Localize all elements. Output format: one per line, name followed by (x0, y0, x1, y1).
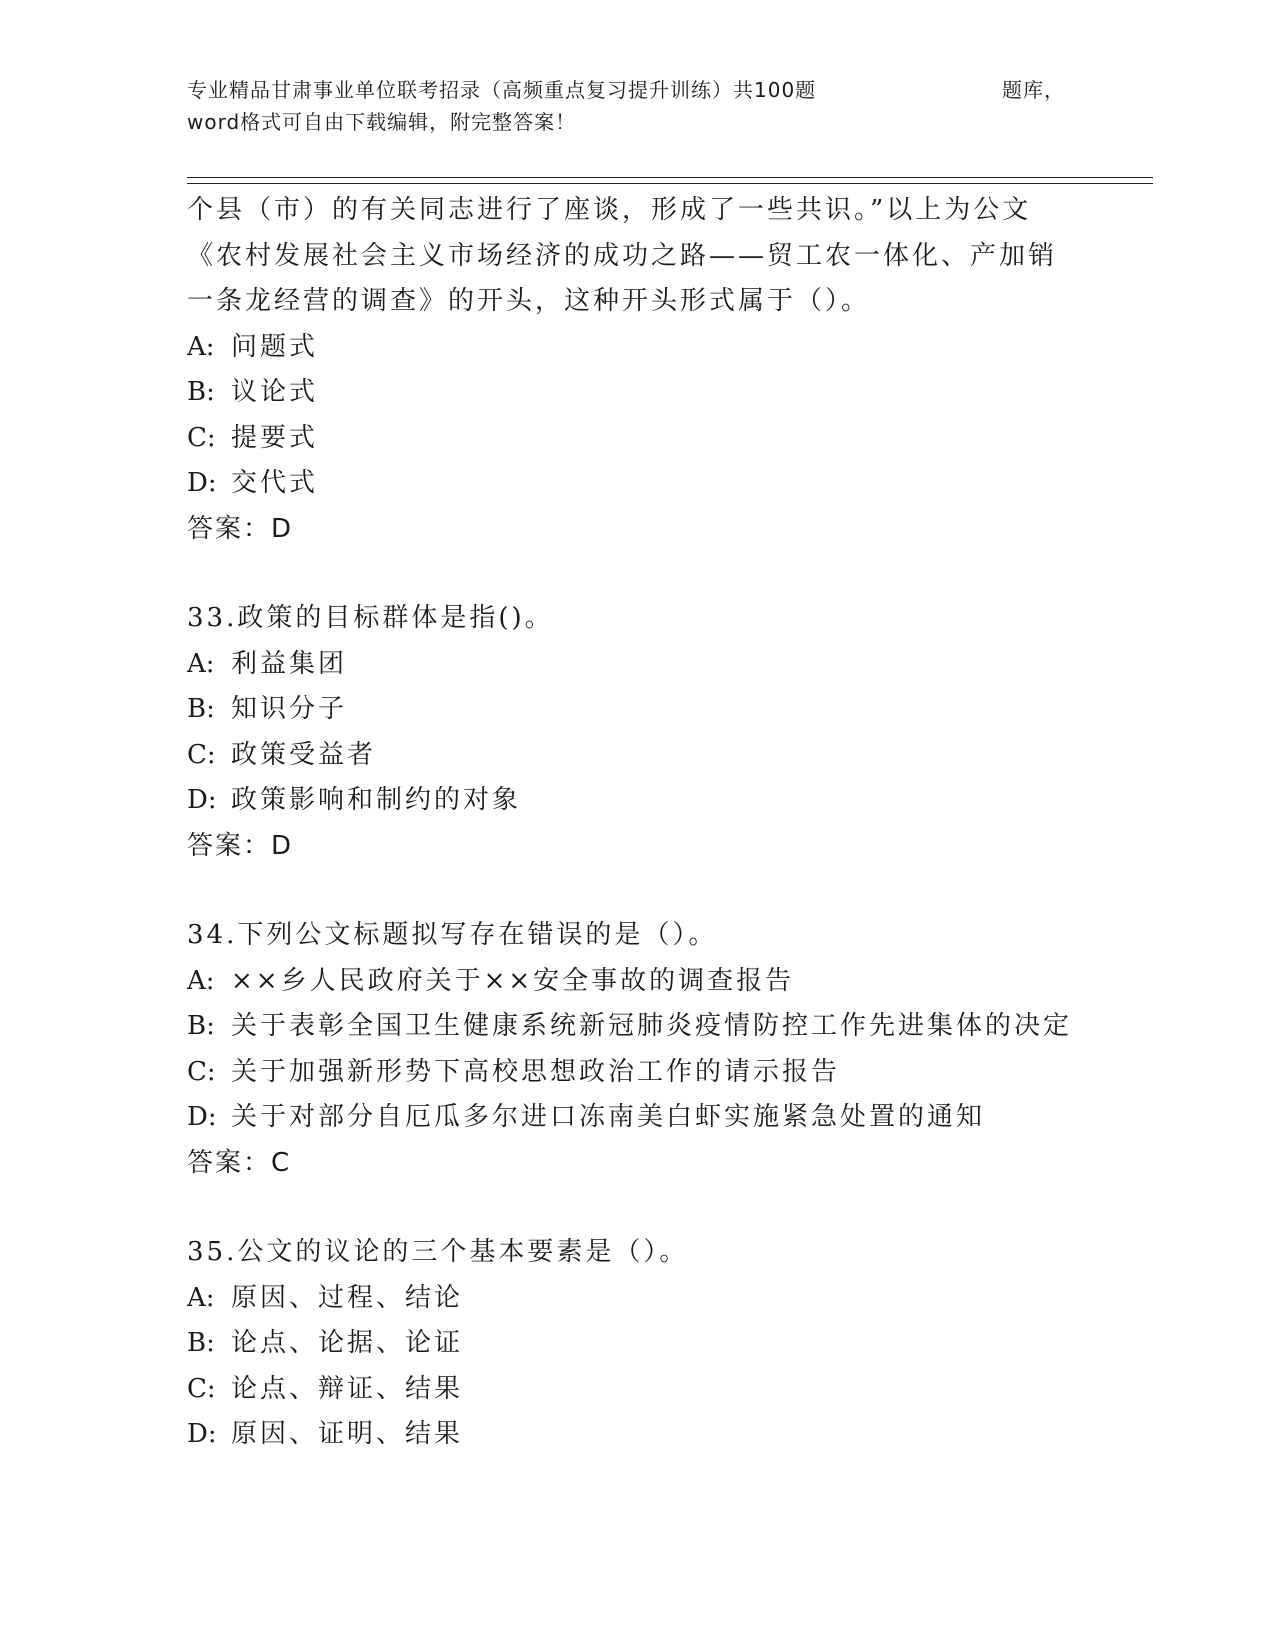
option-b (187, 370, 1107, 416)
option-key: A: (187, 331, 215, 362)
option-text: 原因、过程、结论 (231, 1282, 464, 1313)
option-text: 政策影响和制约的对象 (231, 785, 522, 815)
option-key: B: (187, 1011, 215, 1041)
option-key: D: (187, 785, 217, 815)
header-title: 专业精品甘肃事业单位联考招录（高频重点复习提升训练）共100题 (187, 78, 817, 102)
spacer (187, 1186, 1107, 1230)
option-text: 交代式 (231, 468, 319, 498)
option-d (187, 461, 1107, 507)
option-text: 议论式 (231, 377, 319, 407)
stem-line: 一条龙经营的调查》的开头，这种开头形式属于（）。 (187, 286, 871, 316)
spacer (187, 869, 1107, 913)
option-key: B: (187, 377, 215, 407)
option-text: 知识分子 (231, 694, 348, 724)
question-continuation (187, 188, 1107, 552)
question-stem: 35.公文的议论的三个基本要素是（）。 (187, 1237, 689, 1267)
header-title-tail: 题库， (1002, 78, 1065, 102)
option-text: 关于表彰全国卫生健康系统新冠肺炎疫情防控工作先进集体的决定 (231, 1011, 1073, 1041)
option-key: D: (187, 468, 217, 498)
stem-line: 《农村发展社会主义市场经济的成功之路——贸工农一体化、产加销 (187, 240, 1058, 271)
option-key: C: (187, 1373, 216, 1404)
option-key: A: (187, 965, 215, 996)
answer: 答案：D (187, 513, 294, 544)
option-text: 原因、证明、结果 (231, 1419, 464, 1449)
option-key: C: (187, 1056, 216, 1087)
option-key: D: (187, 1419, 217, 1449)
option-d (187, 1095, 1107, 1141)
option-text: 关于加强新形势下高校思想政治工作的请示报告 (231, 1056, 841, 1087)
option-c (187, 1050, 1107, 1096)
option-key: C: (187, 422, 216, 453)
option-a (187, 959, 1107, 1005)
option-a (187, 1276, 1107, 1322)
option-key: A: (187, 1282, 215, 1313)
option-key: A: (187, 648, 215, 679)
question-34 (187, 913, 1107, 1186)
option-text: 问题式 (231, 331, 319, 362)
header-rule-top (187, 177, 1153, 178)
question-33 (187, 596, 1107, 869)
stem-line: 个县（市）的有关同志进行了座谈，形成了一些共识。”以上为公文 (187, 195, 1032, 225)
option-a (187, 642, 1107, 688)
option-text: 提要式 (231, 422, 319, 453)
option-key: B: (187, 694, 215, 724)
header-line-1 (187, 74, 1087, 106)
answer: 答案：C (187, 1147, 292, 1178)
option-text: 利益集团 (231, 648, 348, 679)
option-b (187, 1321, 1107, 1367)
question-stem: 34.下列公文标题拟写存在错误的是（）。 (187, 920, 718, 950)
header-line-2: word格式可自由下载编辑，附完整答案！ (187, 110, 577, 134)
option-d (187, 778, 1107, 824)
option-a (187, 325, 1107, 371)
option-d (187, 1412, 1107, 1458)
question-35 (187, 1230, 1107, 1458)
question-body (187, 188, 1107, 1458)
option-text: 政策受益者 (231, 739, 377, 770)
option-text: ××乡人民政府关于××安全事故的调查报告 (231, 965, 795, 996)
header-rule-bottom (187, 183, 1153, 184)
option-key: D: (187, 1102, 217, 1132)
option-c (187, 733, 1107, 779)
option-text: 论点、论据、论证 (231, 1328, 464, 1358)
option-key: B: (187, 1328, 215, 1358)
option-c (187, 1367, 1107, 1413)
answer: 答案：D (187, 830, 294, 861)
question-stem: 33.政策的目标群体是指()。 (187, 603, 554, 633)
option-text: 论点、辩证、结果 (231, 1373, 464, 1404)
option-c (187, 416, 1107, 462)
option-b (187, 687, 1107, 733)
option-text: 关于对部分自厄瓜多尔进口冻南美白虾实施紧急处置的通知 (231, 1102, 986, 1132)
option-key: C: (187, 739, 216, 770)
option-b (187, 1004, 1107, 1050)
spacer (187, 552, 1107, 596)
page-header (187, 74, 1087, 138)
